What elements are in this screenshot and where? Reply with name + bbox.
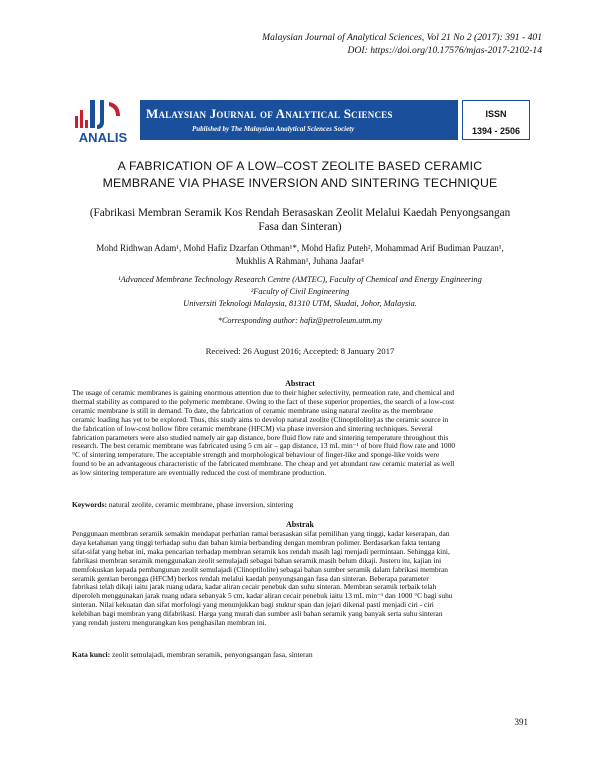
journal-title: Malaysian Journal of Analytical Sciences — [146, 106, 393, 121]
received-dates: Received: 26 August 2016; Accepted: 8 January 2017 — [205, 346, 395, 356]
journal-citation: Malaysian Journal of Analytical Sciences, Vol 21 No 2 (2017): 391 - 401 — [262, 32, 542, 43]
affiliation-1: ¹Advanced Membrane Technology Research Centre (AMTEC), Faculty of Chemical and Energy Engineering — [118, 275, 482, 284]
abstrak-line: yang rendah justeru mengurangkan kos penghasilan membran ini. — [72, 619, 267, 628]
journal-reference — [82, 32, 542, 57]
title-line-1: A FABRICATION OF A LOW–COST ZEOLITE BASED CERAMIC — [117, 159, 483, 173]
subtitle-line-1: (Fabrikasi Membran Seramik Kos Rendah Berasaskan Zeolit Melalui Kaedah Penyongsangan — [89, 207, 511, 219]
issn-box — [462, 100, 530, 140]
abstrak-line: sinteran. Nilai kekuatan dan sifat morfologi yang menunjukkan bagi stuktur span dan jejari dikenal pasti menjadi ciri - ciri — [72, 601, 434, 610]
kata-kunci-text: zeolit semulajadi, membran seramik, penyongsangan fasa, sinteran — [112, 650, 313, 659]
abstrak-body — [72, 530, 528, 628]
abstrak-line: Penggunaan membran seramik semakin mendapat perhatian ramai berasaskan sifat pemilihan yang tinggi, kadar keserapan, dan — [72, 530, 450, 538]
abstract-line: ceramic membrane is still in demand. To date, the fabrication of ceramic membrane using natural zeolite as the membrane — [72, 406, 433, 415]
abstrak-line: fabrikasi telah dikaji iaitu jarak ruang udara, kadar aliran cecair penebuk dan suhu sinteran. Membran seramik terbaik telah — [72, 583, 437, 592]
affiliations — [60, 274, 540, 310]
abstrak-line: daya ketahanan yang tinggi terhadap suhu dan bahan kimia berbanding dengan membran polimer. Berdasarkan fakta tentang — [72, 538, 441, 547]
issn-number: 1394 - 2506 — [471, 126, 521, 136]
publisher-line: Published by The Malaysian Analytical Sciences Society — [192, 125, 355, 133]
authors-line-1: Mohd Ridhwan Adam¹, Mohd Hafiz Dzarfan Othman¹*, Mohd Hafiz Puteh², Mohammad Arif Budiman Pauzan¹, — [96, 243, 504, 253]
subtitle-line-2: Fasa dan Sinteran) — [258, 221, 342, 233]
page-number: 391 — [514, 717, 528, 727]
abstrak-heading: Abstrak — [285, 520, 314, 529]
abstrak-line: kelebihan bagi membran yang difabrikasi. Harga yang murah dan sumber asli bahan seramik yang banyak serta suhu sinteran — [72, 610, 443, 619]
authors-line-2: Mukhlis A Rahman¹, Juhana Jaafar¹ — [235, 256, 365, 266]
kata-kunci-label: Kata kunci: — [72, 650, 111, 659]
keywords-text: natural zeolite, ceramic membrane, phase inversion, sintering — [108, 500, 294, 509]
abstract-heading: Abstract — [285, 379, 315, 388]
kata-kunci — [72, 650, 528, 659]
corresponding-author: *Corresponding author: hafiz@petroleum.utm.my — [217, 316, 383, 325]
abstrak-line: fabrikasi membran seramik menggunakan zeolit semulajadi sebagai bahan seramik masih belum dikaji. Justeru itu, kajian ini — [72, 556, 442, 565]
keywords-label: Keywords: — [72, 500, 107, 509]
keywords — [72, 500, 528, 509]
abstract-line: research. The best ceramic membrane was fabricated using 5 cm air – gap distance, 13 mL min⁻¹ of bore fluid flow rate and 1000 — [72, 442, 456, 451]
abstract-line: The usage of ceramic membranes is gaining enormous attention due to their higher selectivity, permeation rate, and chemical and — [72, 389, 455, 397]
abstrak-line: seramik gentian berongga (HFCM) berkos rendah melalui kaedah penyongsangan fasa dan sinteran. Beberapa parameter — [72, 574, 429, 583]
authors — [45, 242, 555, 268]
paper-subtitle — [60, 206, 540, 234]
abstract-line: ceramic loading has yet to be explored. Thus, this study aims to develop natural zeolite (Clinoptilolite) as the ceramic source in — [72, 415, 449, 424]
journal-banner — [70, 96, 530, 146]
abstrak-line: diperoleh menggunakan jarak ruang udara sebanyak 5 cm, kadar aliran cecair penebuk iaitu 13 mL min⁻¹ dan 1000 °C bagi suhu — [72, 592, 453, 601]
abstract-line: thermal stability as compared to the polymeric membrane. Owing to the fact of these superior properties, the search of a low-cost — [72, 397, 455, 406]
abstract-line: °C of sintering temperature. The acceptable strength and morphological behaviour of finger-like and sponge-like voids were — [72, 451, 440, 460]
abstract-body — [72, 389, 528, 478]
logo-text: ANALIS — [78, 130, 128, 145]
affiliation-2: ²Faculty of Civil Engineering — [250, 287, 350, 296]
abstract-line: the fabrication of low-cost hollow fibre ceramic membrane (HFCM) via phase inversion and sintering techniques. Several — [72, 424, 433, 433]
title-line-2: MEMBRANE VIA PHASE INVERSION AND SINTERING TECHNIQUE — [102, 176, 498, 190]
abstract-line: fabrication parameters were also studied namely air gap distance, bore fluid flow rate and sintering temperature throughout this — [72, 433, 449, 442]
doi-line: DOI: https://doi.org/10.17576/mjas-2017-2102-14 — [347, 44, 542, 56]
analis-logo-icon — [70, 96, 136, 146]
affiliation-3: Universiti Teknologi Malaysia, 81310 UTM, Skudai, Johor, Malaysia. — [183, 299, 417, 308]
analis-logo — [70, 96, 136, 146]
abstract-line: as low sintering temperature are eventually reduced the cost of membrane production. — [72, 469, 327, 478]
abstrak-line: memfokuskan kepada pembangunan zeolit semulajadi (Clinoptilolite) sebagai bahan sumber seramik dalam fabrikasi membran — [72, 565, 448, 574]
abstrak-line: sifat-sifat yang hebat ini, maka pencarian terhadap membran seramik kos rendah masih lagi menjadi permintaan. Sehingga kini, — [72, 547, 450, 556]
journal-title-bar — [140, 100, 458, 140]
issn-label: ISSN — [485, 109, 507, 119]
paper-title — [60, 158, 540, 192]
abstract-line: found to be an advantageous characteristic of the fabricated membrane. The cheap and yet abundant raw ceramic material as well — [72, 460, 455, 469]
